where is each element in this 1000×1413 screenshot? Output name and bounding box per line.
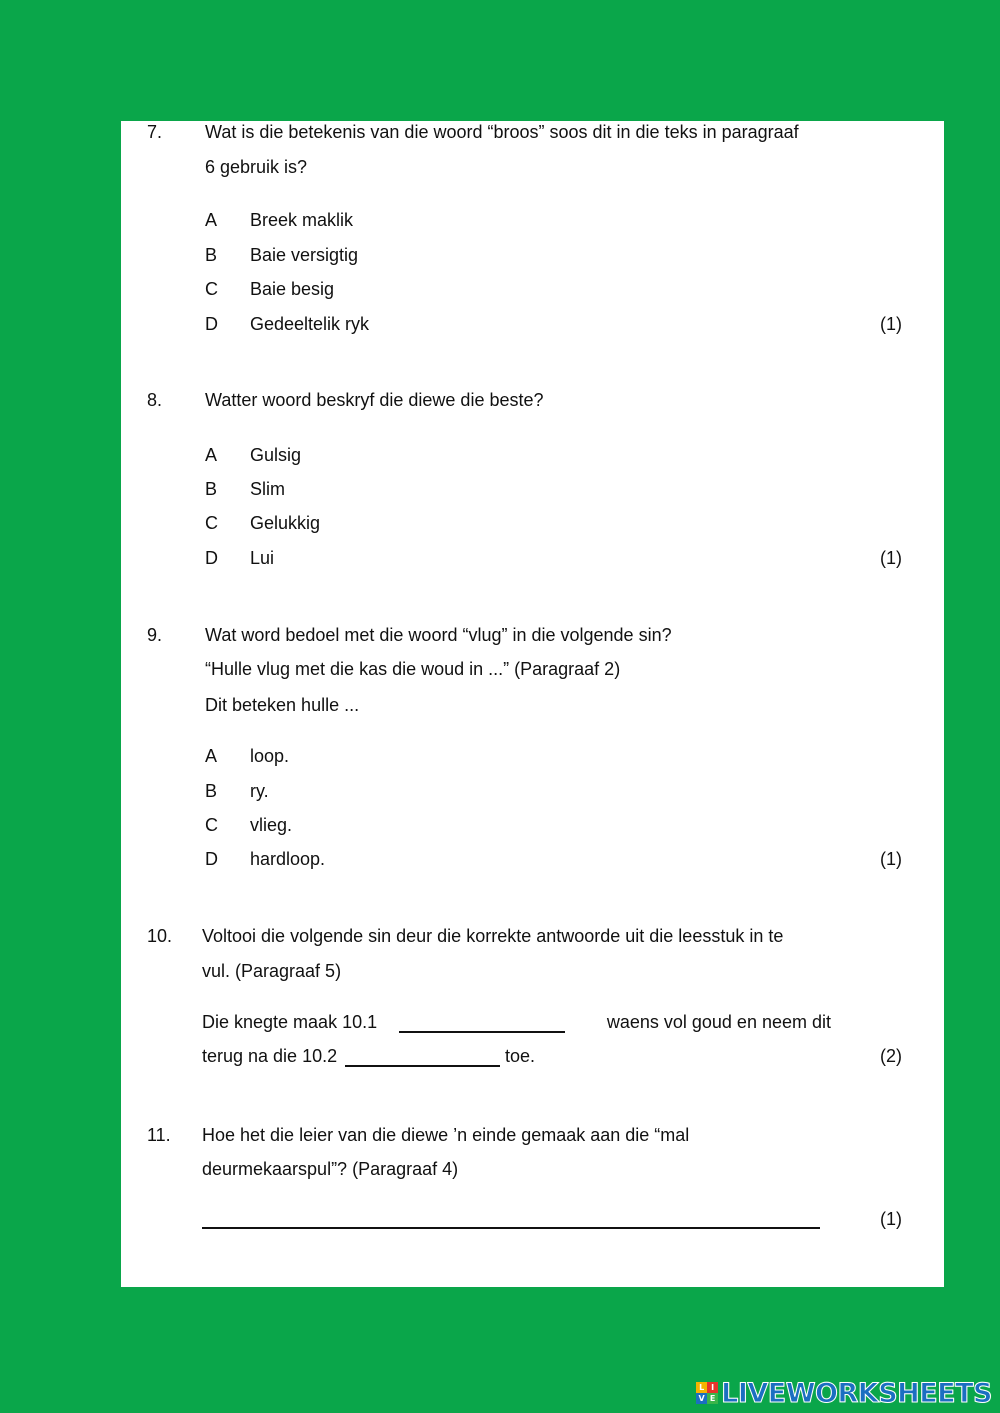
q7-mark: (1) (880, 314, 902, 334)
question-7-text-line-1: Wat is die betekenis van die woord “broos” soos dit in die teks in paragraaf (205, 122, 799, 142)
q10-blank-10-2[interactable] (345, 1065, 500, 1067)
liveworksheets-wordmark: LIVEWORKSHEETS (721, 1377, 992, 1409)
badge-letter-l: L (696, 1382, 707, 1393)
question-9-number: 9. (147, 625, 163, 645)
question-10-text-line-1: Voltooi die volgende sin deur die korrekte antwoorde uit die leesstuk in te (202, 926, 784, 946)
q8-option-a-letter: A (205, 445, 218, 465)
q10-mark: (2) (880, 1046, 902, 1066)
q8-option-c[interactable]: Gelukkig (250, 513, 321, 533)
q8-mark: (1) (880, 548, 902, 568)
q11-mark: (1) (880, 1209, 902, 1229)
q9-option-b-letter: B (205, 781, 218, 801)
liveworksheets-logo (696, 1378, 992, 1408)
question-8-number: 8. (147, 390, 163, 410)
question-11-text-line-2: deurmekaarspul”? (Paragraaf 4) (202, 1159, 459, 1179)
q7-option-d-letter: D (205, 314, 218, 334)
q10-sentence-line-2-end: toe. (505, 1046, 536, 1066)
worksheet-page (121, 121, 944, 1287)
q10-sentence-line-1-end: waens vol goud en neem dit (606, 1012, 831, 1032)
badge-letter-i: I (707, 1382, 718, 1393)
q7-option-b[interactable]: Baie versigtig (250, 245, 359, 265)
q9-option-a-letter: A (205, 746, 218, 766)
question-7-text-line-2: 6 gebruik is? (205, 157, 308, 177)
question-9-text-line-3: Dit beteken hulle ... (205, 695, 360, 715)
question-11-text-line-1: Hoe het die leier van die diewe ’n einde gemaak aan die “mal (202, 1125, 690, 1145)
question-9-text-line-2: “Hulle vlug met die kas die woud in ...” (Paragraaf 2) (205, 659, 621, 679)
question-10-number: 10. (147, 926, 173, 946)
q8-option-b[interactable]: Slim (250, 479, 285, 499)
question-10-text-line-2: vul. (Paragraaf 5) (202, 961, 342, 981)
q9-option-b[interactable]: ry. (250, 781, 269, 801)
q10-sentence-line-1-start: Die knegte maak 10.1 (202, 1012, 378, 1032)
q7-option-a-letter: A (205, 210, 218, 230)
q10-sentence-line-2-start: terug na die 10.2 (202, 1046, 338, 1066)
question-7-number: 7. (147, 122, 163, 142)
q8-option-c-letter: C (205, 513, 218, 533)
q9-mark: (1) (880, 849, 902, 869)
q8-option-d-letter: D (205, 548, 218, 568)
badge-letter-e: E (707, 1393, 718, 1404)
liveworksheets-badge-icon (696, 1382, 718, 1404)
q9-option-a[interactable]: loop. (250, 746, 290, 766)
question-9-text-line-1: Wat word bedoel met die woord “vlug” in die volgende sin? (205, 625, 672, 645)
q9-option-d-letter: D (205, 849, 218, 869)
question-8-text-line-1: Watter woord beskryf die diewe die beste? (205, 390, 544, 410)
q9-option-c[interactable]: vlieg. (250, 815, 293, 835)
q7-option-b-letter: B (205, 245, 218, 265)
q8-option-d[interactable]: Lui (250, 548, 275, 568)
q8-option-a[interactable]: Gulsig (250, 445, 302, 465)
q7-option-c-letter: C (205, 279, 218, 299)
q7-option-a[interactable]: Breek maklik (250, 210, 354, 230)
q9-option-c-letter: C (205, 815, 218, 835)
q9-option-d[interactable]: hardloop. (250, 849, 326, 869)
q7-option-d[interactable]: Gedeeltelik ryk (250, 314, 370, 334)
q8-option-b-letter: B (205, 479, 218, 499)
q10-blank-10-1[interactable] (399, 1031, 565, 1033)
question-11-number: 11. (147, 1125, 171, 1145)
badge-letter-v: V (696, 1393, 707, 1404)
q7-option-c[interactable]: Baie besig (250, 279, 335, 299)
q11-answer-line[interactable] (202, 1227, 820, 1229)
